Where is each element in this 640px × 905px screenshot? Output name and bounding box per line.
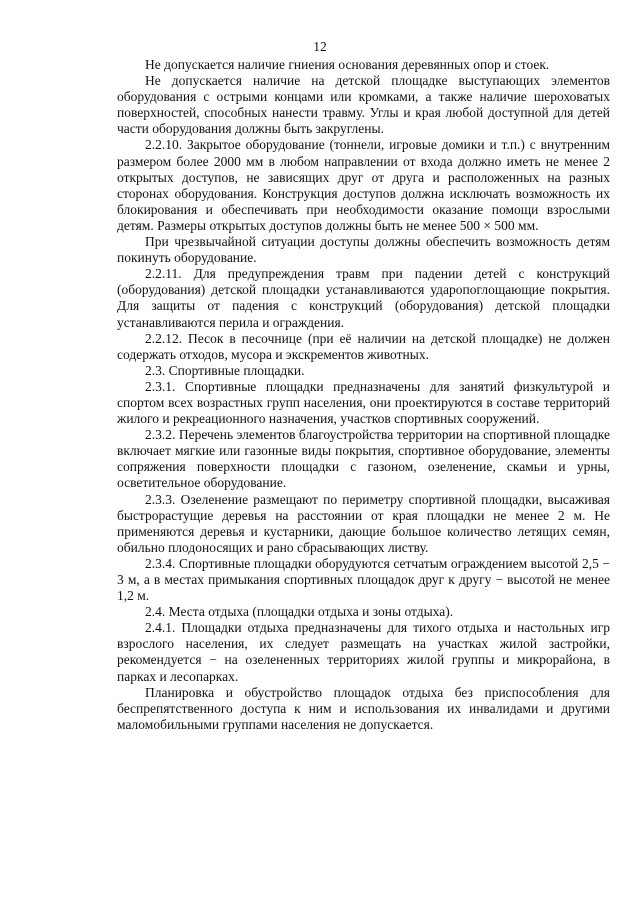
heading-2-4-rest-areas: 2.4. Места отдыха (площадки отдыха и зоны отдыха). [145, 604, 454, 620]
paragraph-emergency-exits: При чрезвычайной ситуации доступы должны обеспечить возможность детям покинуть оборудование. [117, 234, 610, 266]
document-body [117, 57, 610, 733]
paragraph-2-3-1-purpose: 2.3.1. Спортивные площадки предназначены для занятий физкультурой и спортом всех возрастных групп населения, они проектируются в составе территорий жилого и рекреационного назначения, участков спортивных сооружений. [117, 378, 610, 427]
paragraph-2-3-2-elements: 2.3.2. Перечень элементов благоустройства территории на спортивной площадке включает мягкие или газонные виды покрытия, спортивное оборудование, элементы сопряжения поверхности площадки с газоном, озеленение, скамьи и урны, осветительное оборудование. [117, 427, 610, 491]
page-number: 12 [313, 39, 327, 54]
paragraph-2-2-10-closed-equipment: 2.2.10. Закрытое оборудование (тоннели, игровые домики и т.п.) с внутренним размером более 2000 мм в любом направлении от входа должно иметь не менее 2 открытых доступов, не зависящих друг от друга и расположенных на разных сторонах оборудования. Конструкция доступов должна исключать возможность их блокирования и обеспечивать при необходимости оказание помощи взрослыми детям. Размеры открытых доступов должны быть не менее 500 × 500 мм. [117, 137, 610, 233]
paragraph-2-4-1-rest-grounds: 2.4.1. Площадки отдыха предназначены для тихого отдыха и настольных игр взрослого населения, их следует размещать на участках жилой застройки, рекомендуется − на озелененных территориях жилой группы и микрорайона, в парках и лесопарках. [117, 620, 610, 684]
paragraph-2-2-12-sandbox: 2.2.12. Песок в песочнице (при её наличии на детской площадке) не должен содержать отходов, мусора и экскрементов животных. [117, 330, 610, 362]
heading-2-3-sports-grounds: 2.3. Спортивные площадки. [145, 362, 305, 378]
paragraph-sharp-elements: Не допускается наличие на детской площадке выступающих элементов оборудования с острыми концами или кромками, а также наличие шероховатых поверхностей, способных нанести травму. Углы и края любой доступной для детей части оборудования должны быть закруглены. [117, 73, 610, 137]
paragraph-2-2-11-shock-absorbing: 2.2.11. Для предупреждения травм при падении детей с конструкций (оборудования) детской площадки устанавливаются ударопоглощающие покрытия. Для защиты от падения с конструкций (оборудования) детской площадки устанавливаются перила и ограждения. [117, 266, 610, 330]
paragraph-2-3-4-fencing: 2.3.4. Спортивные площадки оборудуются сетчатым ограждением высотой 2,5 − 3 м, а в местах примыкания спортивных площадок друг к другу − высотой не менее 1,2 м. [117, 555, 610, 604]
paragraph-wooden-supports: Не допускается наличие гниения основания деревянных опор и стоек. [145, 57, 550, 72]
paragraph-accessibility: Планировка и обустройство площадок отдыха без приспособления для беспрепятственного доступа к ним и использования их инвалидами и другими маломобильными группами населения не допускается. [117, 684, 610, 732]
paragraph-2-3-3-greenery: 2.3.3. Озеленение размещают по периметру спортивной площадки, высаживая быстрорастущие деревья на расстоянии от края площадки не менее 2 м. Не применяются деревья и кустарники, дающие большое количество летящих семян, обильно плодоносящих и рано сбрасывающих листву. [117, 491, 610, 555]
